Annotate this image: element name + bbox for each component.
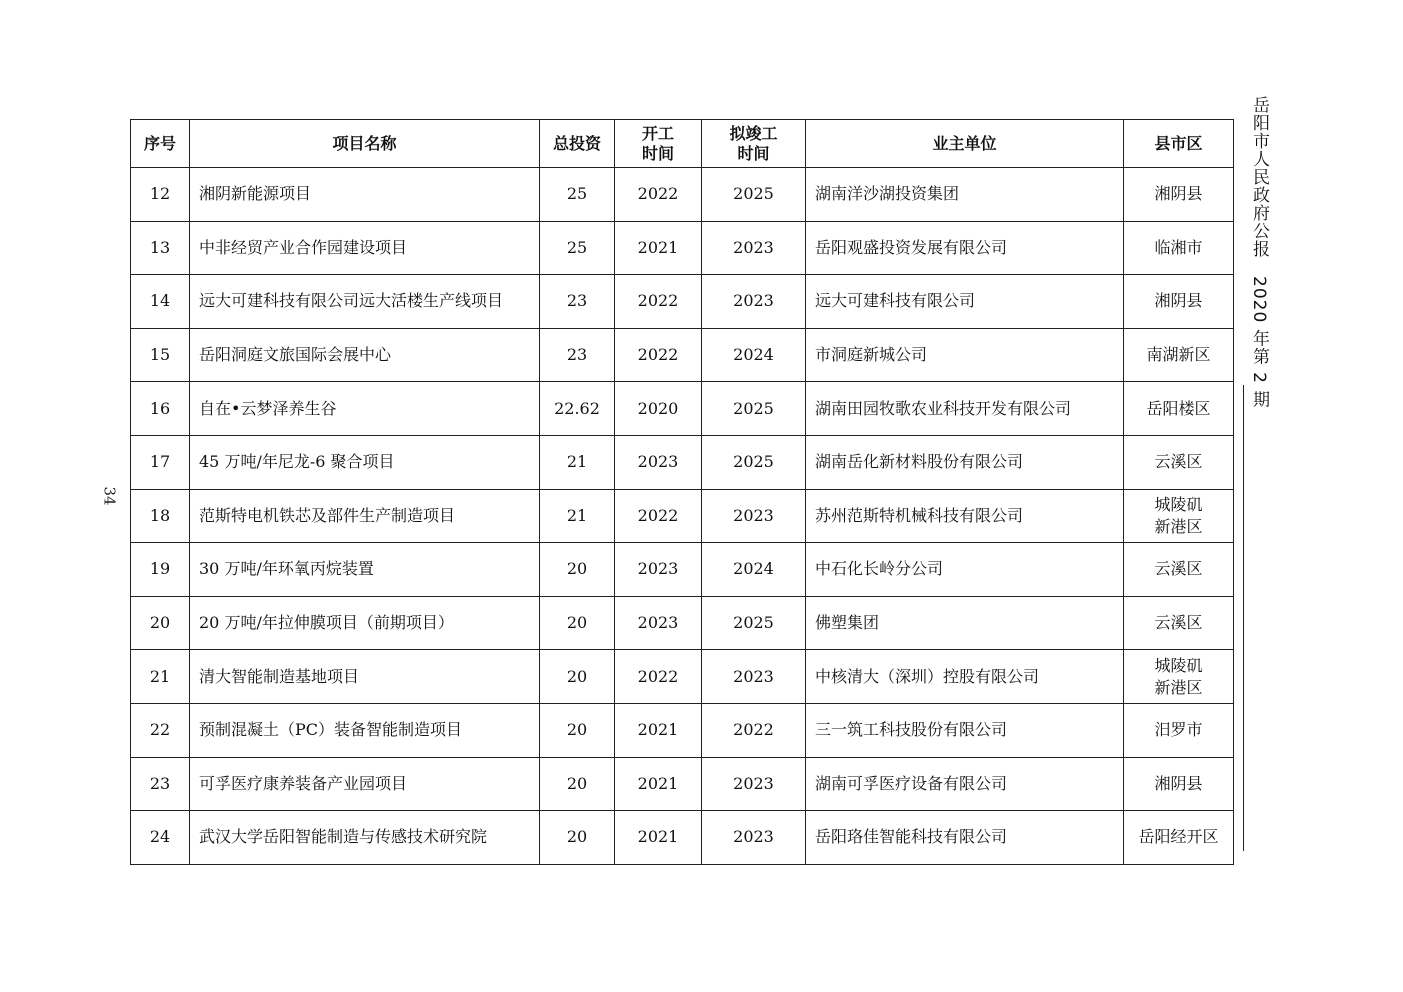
cell-name: 预制混凝土（PC）装备智能制造项目: [190, 703, 540, 757]
cell-end: 2023: [702, 275, 806, 329]
cell-owner: 湖南田园牧歌农业科技开发有限公司: [806, 382, 1124, 436]
publication-header: 岳阳市人民政府公报 2020 年第 2 期: [1249, 96, 1269, 409]
cell-owner: 岳阳珞佳智能科技有限公司: [806, 811, 1124, 865]
project-table: [130, 119, 1234, 865]
header-end-line2: 时间: [737, 143, 770, 163]
cell-name: 可孚医疗康养装备产业园项目: [190, 757, 540, 811]
cell-owner: 湖南岳化新材料股份有限公司: [806, 435, 1124, 489]
cell-district: 云溪区: [1124, 435, 1234, 489]
cell-name: 武汉大学岳阳智能制造与传感技术研究院: [190, 811, 540, 865]
cell-no: 16: [131, 382, 190, 436]
header-start-line1: 开工: [641, 123, 674, 143]
cell-no: 19: [131, 543, 190, 597]
cell-end: 2025: [702, 435, 806, 489]
cell-end: 2023: [702, 489, 806, 543]
cell-investment: 25: [540, 168, 615, 222]
cell-owner: 中石化长岭分公司: [806, 543, 1124, 597]
cell-district: 南湖新区: [1124, 328, 1234, 382]
cell-start: 2022: [615, 168, 702, 222]
header-owner: 业主单位: [806, 120, 1124, 168]
cell-name: 30 万吨/年环氧丙烷装置: [190, 543, 540, 597]
page-number: 34: [100, 486, 119, 506]
cell-investment: 23: [540, 328, 615, 382]
cell-owner: 市洞庭新城公司: [806, 328, 1124, 382]
cell-name: 45 万吨/年尼龙-6 聚合项目: [190, 435, 540, 489]
cell-investment: 20: [540, 811, 615, 865]
cell-end: 2023: [702, 650, 806, 704]
cell-name: 湘阴新能源项目: [190, 168, 540, 222]
cell-no: 12: [131, 168, 190, 222]
cell-start: 2022: [615, 489, 702, 543]
cell-start: 2022: [615, 650, 702, 704]
table-row: [131, 543, 1234, 597]
cell-owner: 佛塑集团: [806, 596, 1124, 650]
cell-end: 2022: [702, 703, 806, 757]
cell-start: 2022: [615, 275, 702, 329]
table-row: [131, 168, 1234, 222]
cell-end: 2025: [702, 596, 806, 650]
cell-owner: 中核清大（深圳）控股有限公司: [806, 650, 1124, 704]
cell-owner: 岳阳观盛投资发展有限公司: [806, 221, 1124, 275]
table-row: [131, 757, 1234, 811]
cell-district: 临湘市: [1124, 221, 1234, 275]
cell-start: 2023: [615, 543, 702, 597]
cell-name: 范斯特电机铁芯及部件生产制造项目: [190, 489, 540, 543]
cell-start: 2023: [615, 596, 702, 650]
table-row: [131, 596, 1234, 650]
cell-end: 2023: [702, 811, 806, 865]
cell-district: 湘阴县: [1124, 275, 1234, 329]
cell-start: 2020: [615, 382, 702, 436]
cell-no: 21: [131, 650, 190, 704]
table-row: [131, 275, 1234, 329]
cell-start: 2021: [615, 811, 702, 865]
cell-district: 云溪区: [1124, 596, 1234, 650]
cell-owner: 远大可建科技有限公司: [806, 275, 1124, 329]
cell-investment: 20: [540, 543, 615, 597]
cell-investment: 20: [540, 703, 615, 757]
cell-name: 自在•云梦泽养生谷: [190, 382, 540, 436]
cell-district: 城陵矶新港区: [1124, 489, 1234, 543]
header-row: [131, 120, 1234, 168]
header-district: 县市区: [1124, 120, 1234, 168]
header-start-line2: 时间: [641, 143, 674, 163]
table-row: [131, 811, 1234, 865]
cell-no: 24: [131, 811, 190, 865]
table-row: [131, 435, 1234, 489]
cell-district: 湘阴县: [1124, 757, 1234, 811]
header-index: 序号: [131, 120, 190, 168]
cell-district: 城陵矶新港区: [1124, 650, 1234, 704]
cell-investment: 22.62: [540, 382, 615, 436]
cell-end: 2025: [702, 168, 806, 222]
cell-no: 23: [131, 757, 190, 811]
cell-end: 2023: [702, 757, 806, 811]
cell-name: 远大可建科技有限公司远大活楼生产线项目: [190, 275, 540, 329]
cell-investment: 21: [540, 435, 615, 489]
cell-investment: 23: [540, 275, 615, 329]
cell-investment: 25: [540, 221, 615, 275]
cell-investment: 20: [540, 596, 615, 650]
table-body: [131, 168, 1234, 865]
cell-district: 岳阳楼区: [1124, 382, 1234, 436]
cell-no: 13: [131, 221, 190, 275]
cell-district: 汨罗市: [1124, 703, 1234, 757]
cell-start: 2023: [615, 435, 702, 489]
cell-district: 云溪区: [1124, 543, 1234, 597]
cell-start: 2021: [615, 757, 702, 811]
header-name: 项目名称: [190, 120, 540, 168]
cell-no: 22: [131, 703, 190, 757]
table-row: [131, 489, 1234, 543]
cell-no: 14: [131, 275, 190, 329]
cell-no: 20: [131, 596, 190, 650]
table-header: [131, 120, 1234, 168]
table-row: [131, 221, 1234, 275]
table-row: [131, 328, 1234, 382]
cell-name: 20 万吨/年拉伸膜项目（前期项目）: [190, 596, 540, 650]
cell-end: 2024: [702, 328, 806, 382]
header-start: [615, 120, 702, 168]
cell-no: 15: [131, 328, 190, 382]
cell-owner: 苏州范斯特机械科技有限公司: [806, 489, 1124, 543]
cell-name: 中非经贸产业合作园建设项目: [190, 221, 540, 275]
cell-end: 2024: [702, 543, 806, 597]
cell-start: 2021: [615, 221, 702, 275]
cell-end: 2023: [702, 221, 806, 275]
table-row: [131, 703, 1234, 757]
cell-no: 17: [131, 435, 190, 489]
cell-district: 湘阴县: [1124, 168, 1234, 222]
header-end: [702, 120, 806, 168]
cell-investment: 20: [540, 757, 615, 811]
header-end-line1: 拟竣工: [729, 123, 778, 143]
cell-investment: 21: [540, 489, 615, 543]
cell-investment: 20: [540, 650, 615, 704]
cell-start: 2021: [615, 703, 702, 757]
cell-end: 2025: [702, 382, 806, 436]
margin-rule: [1243, 385, 1244, 851]
cell-name: 清大智能制造基地项目: [190, 650, 540, 704]
cell-no: 18: [131, 489, 190, 543]
table-row: [131, 650, 1234, 704]
header-investment: 总投资: [540, 120, 615, 168]
cell-name: 岳阳洞庭文旅国际会展中心: [190, 328, 540, 382]
cell-owner: 三一筑工科技股份有限公司: [806, 703, 1124, 757]
cell-owner: 湖南可孚医疗设备有限公司: [806, 757, 1124, 811]
table-row: [131, 382, 1234, 436]
cell-start: 2022: [615, 328, 702, 382]
cell-owner: 湖南洋沙湖投资集团: [806, 168, 1124, 222]
cell-district: 岳阳经开区: [1124, 811, 1234, 865]
